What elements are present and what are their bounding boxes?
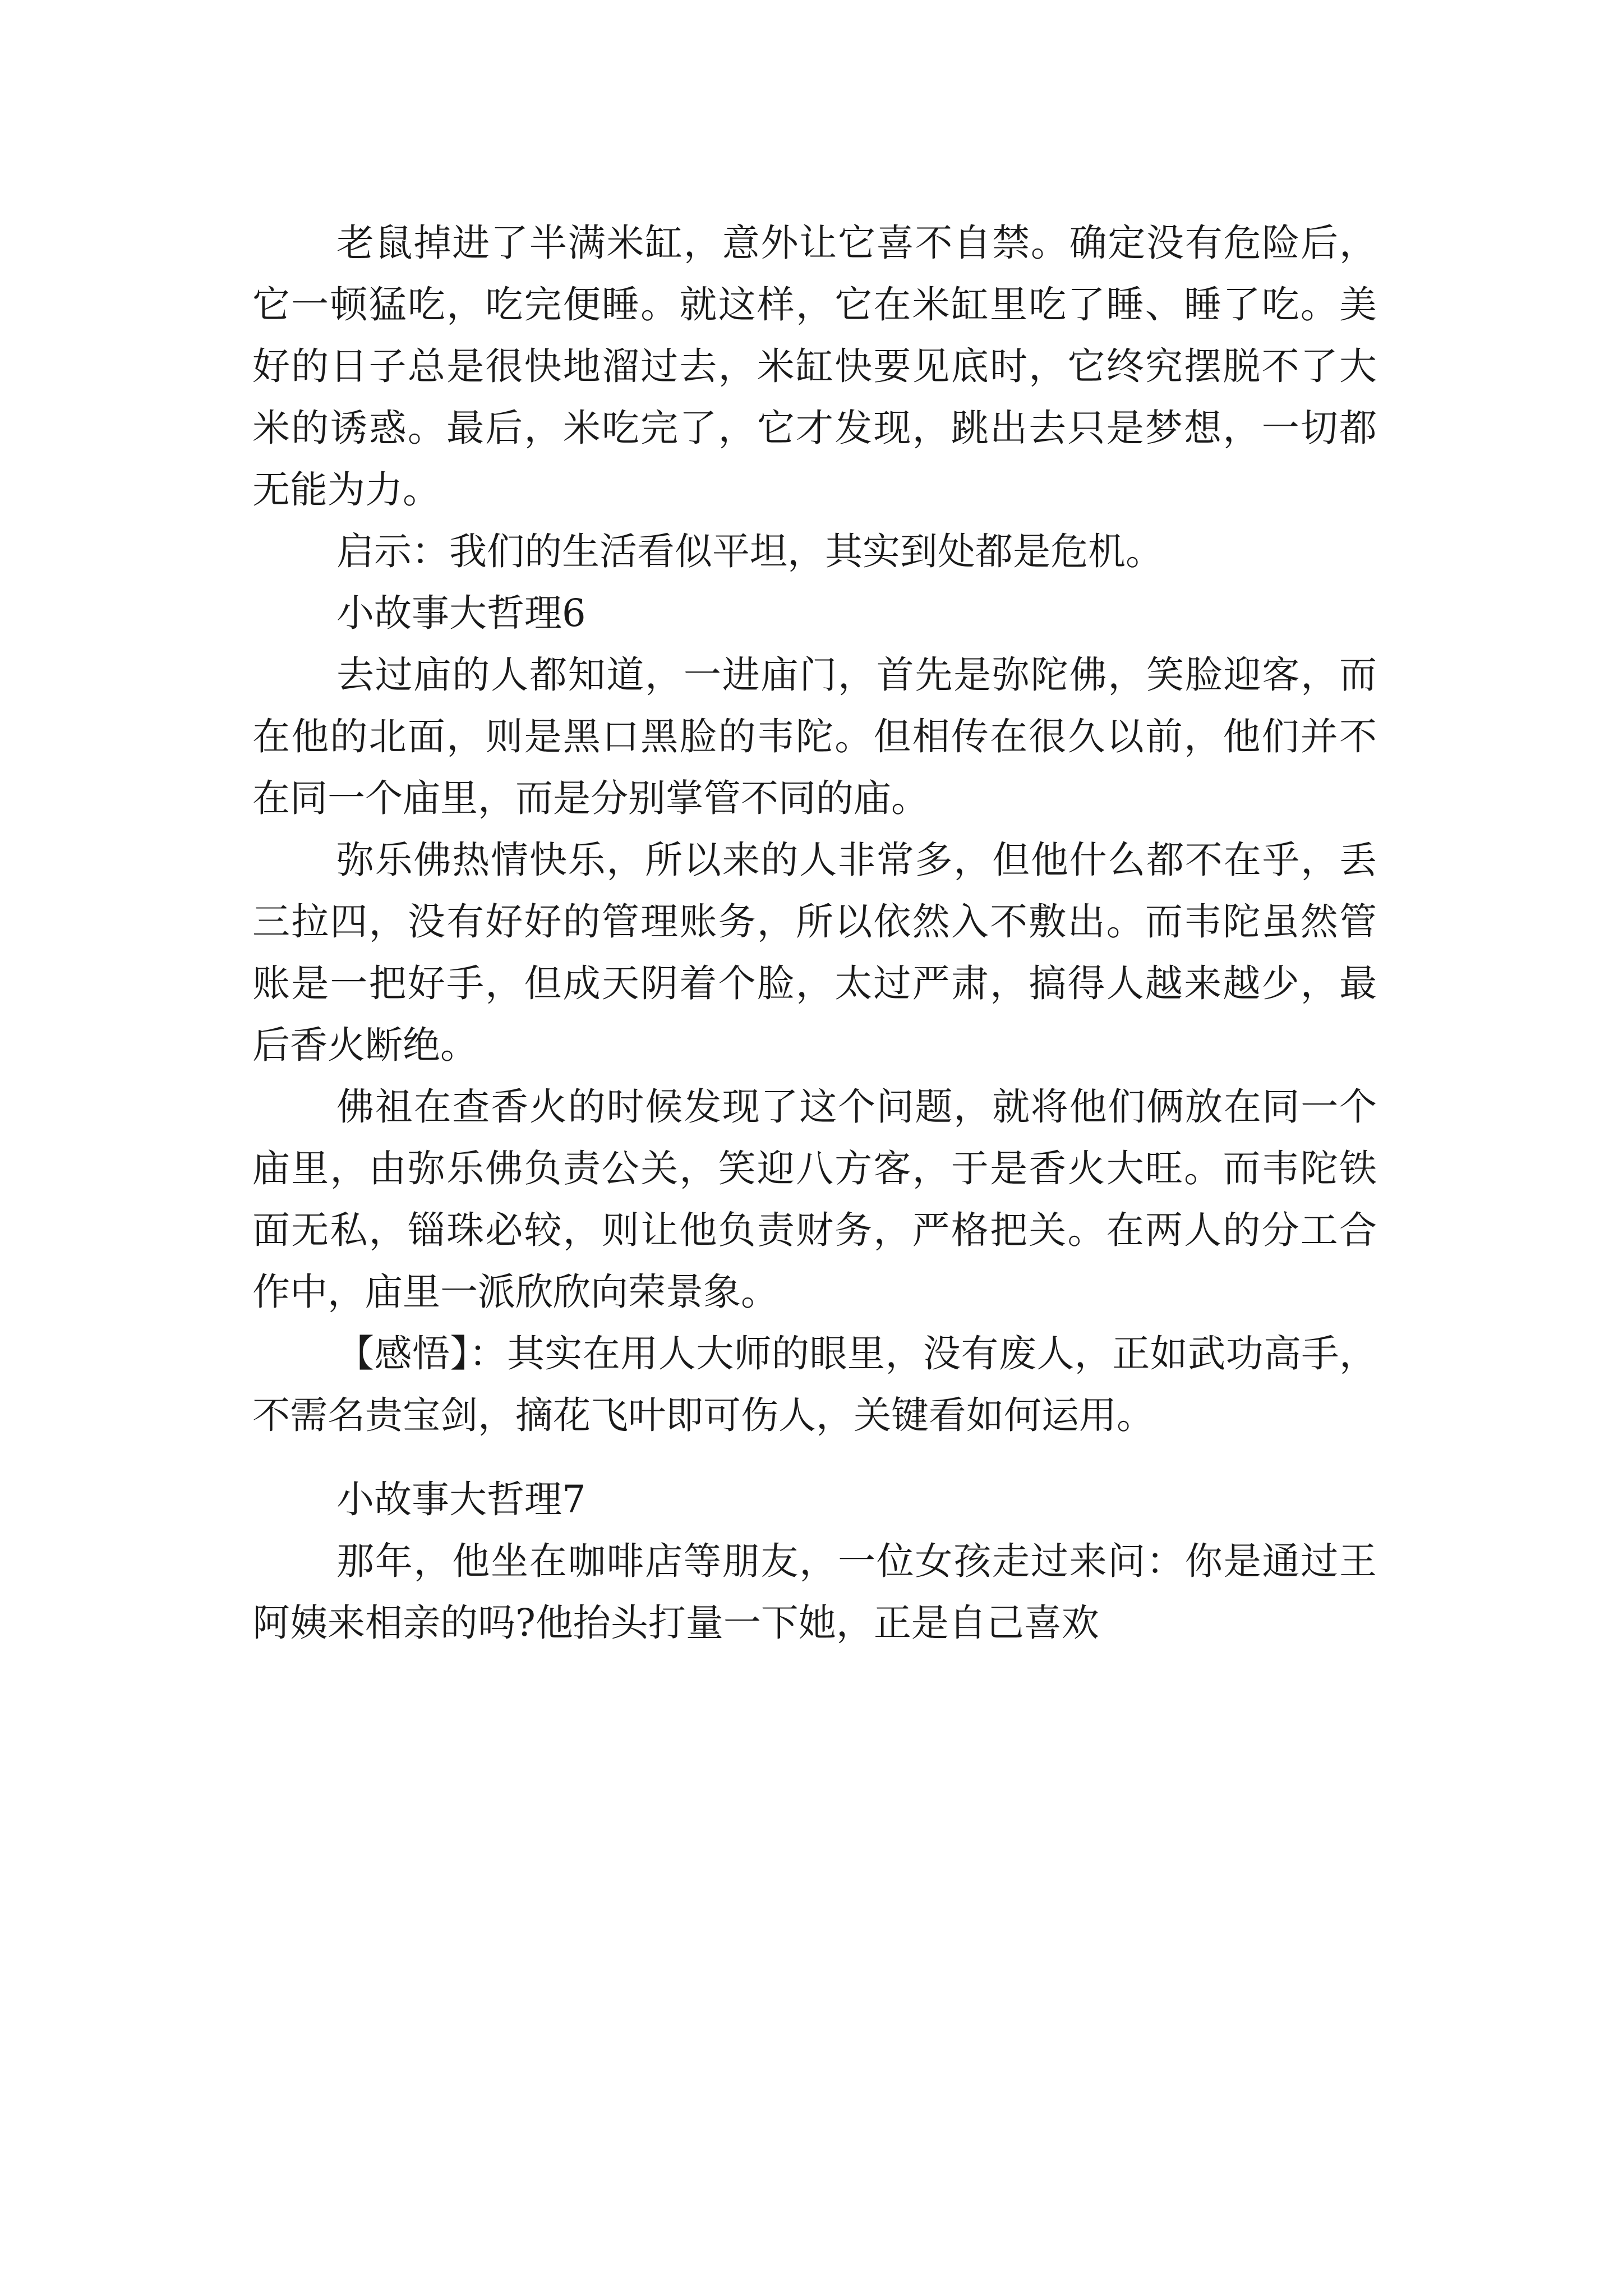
paragraph-mouse-story: 老鼠掉进了半满米缸，意外让它喜不自禁。确定没有危险后，它一顿猛吃，吃完便睡。就这样，它在米缸里吃了睡、睡了吃。美好的日子总是很快地溜过去，米缸快要见底时，它终究摆脱不了大米的诱惑。最后，米吃完了，它才发现，跳出去只是梦想，一切都无能为力。 [252, 221, 1377, 512]
section-heading-7: 小故事大哲理7 [336, 1478, 586, 1521]
section-heading-6: 小故事大哲理6 [336, 591, 586, 635]
paragraph-maitreya-weituo: 弥乐佛热情快乐，所以来的人非常多，但他什么都不在乎，丢三拉四，没有好好的管理账务，所以依然入不敷出。而韦陀虽然管账是一把好手，但成天阴着个脸，太过严肃，搞得人越来越少，最后香火断绝。 [252, 838, 1377, 1067]
paragraph-buddha-solution: 佛祖在查香火的时候发现了这个问题，就将他们俩放在同一个庙里，由弥乐佛负责公关，笑迎八方客，于是香火大旺。而韦陀铁面无私，锱珠必较，则让他负责财务，严格把关。在两人的分工合作中，庙里一派欣欣向荣景象。 [252, 1085, 1377, 1314]
paragraph-temple-intro: 去过庙的人都知道，一进庙门，首先是弥陀佛，笑脸迎客，而在他的北面，则是黑口黑脸的韦陀。但相传在很久以前，他们并不在同一个庙里，而是分别掌管不同的庙。 [252, 653, 1377, 820]
paragraph-insight: 【感悟】：其实在用人大师的眼里，没有废人，正如武功高手，不需名贵宝剑，摘花飞叶即可伤人，关键看如何运用。 [252, 1332, 1377, 1437]
paragraph-revelation: 启示：我们的生活看似平坦，其实到处都是危机。 [336, 530, 1163, 573]
paragraph-cafe-story: 那年，他坐在咖啡店等朋友，一位女孩走过来问：你是通过王阿姨来相亲的吗?他抬头打量一下她，正是自己喜欢 [252, 1539, 1377, 1645]
document-body [252, 212, 1377, 1654]
